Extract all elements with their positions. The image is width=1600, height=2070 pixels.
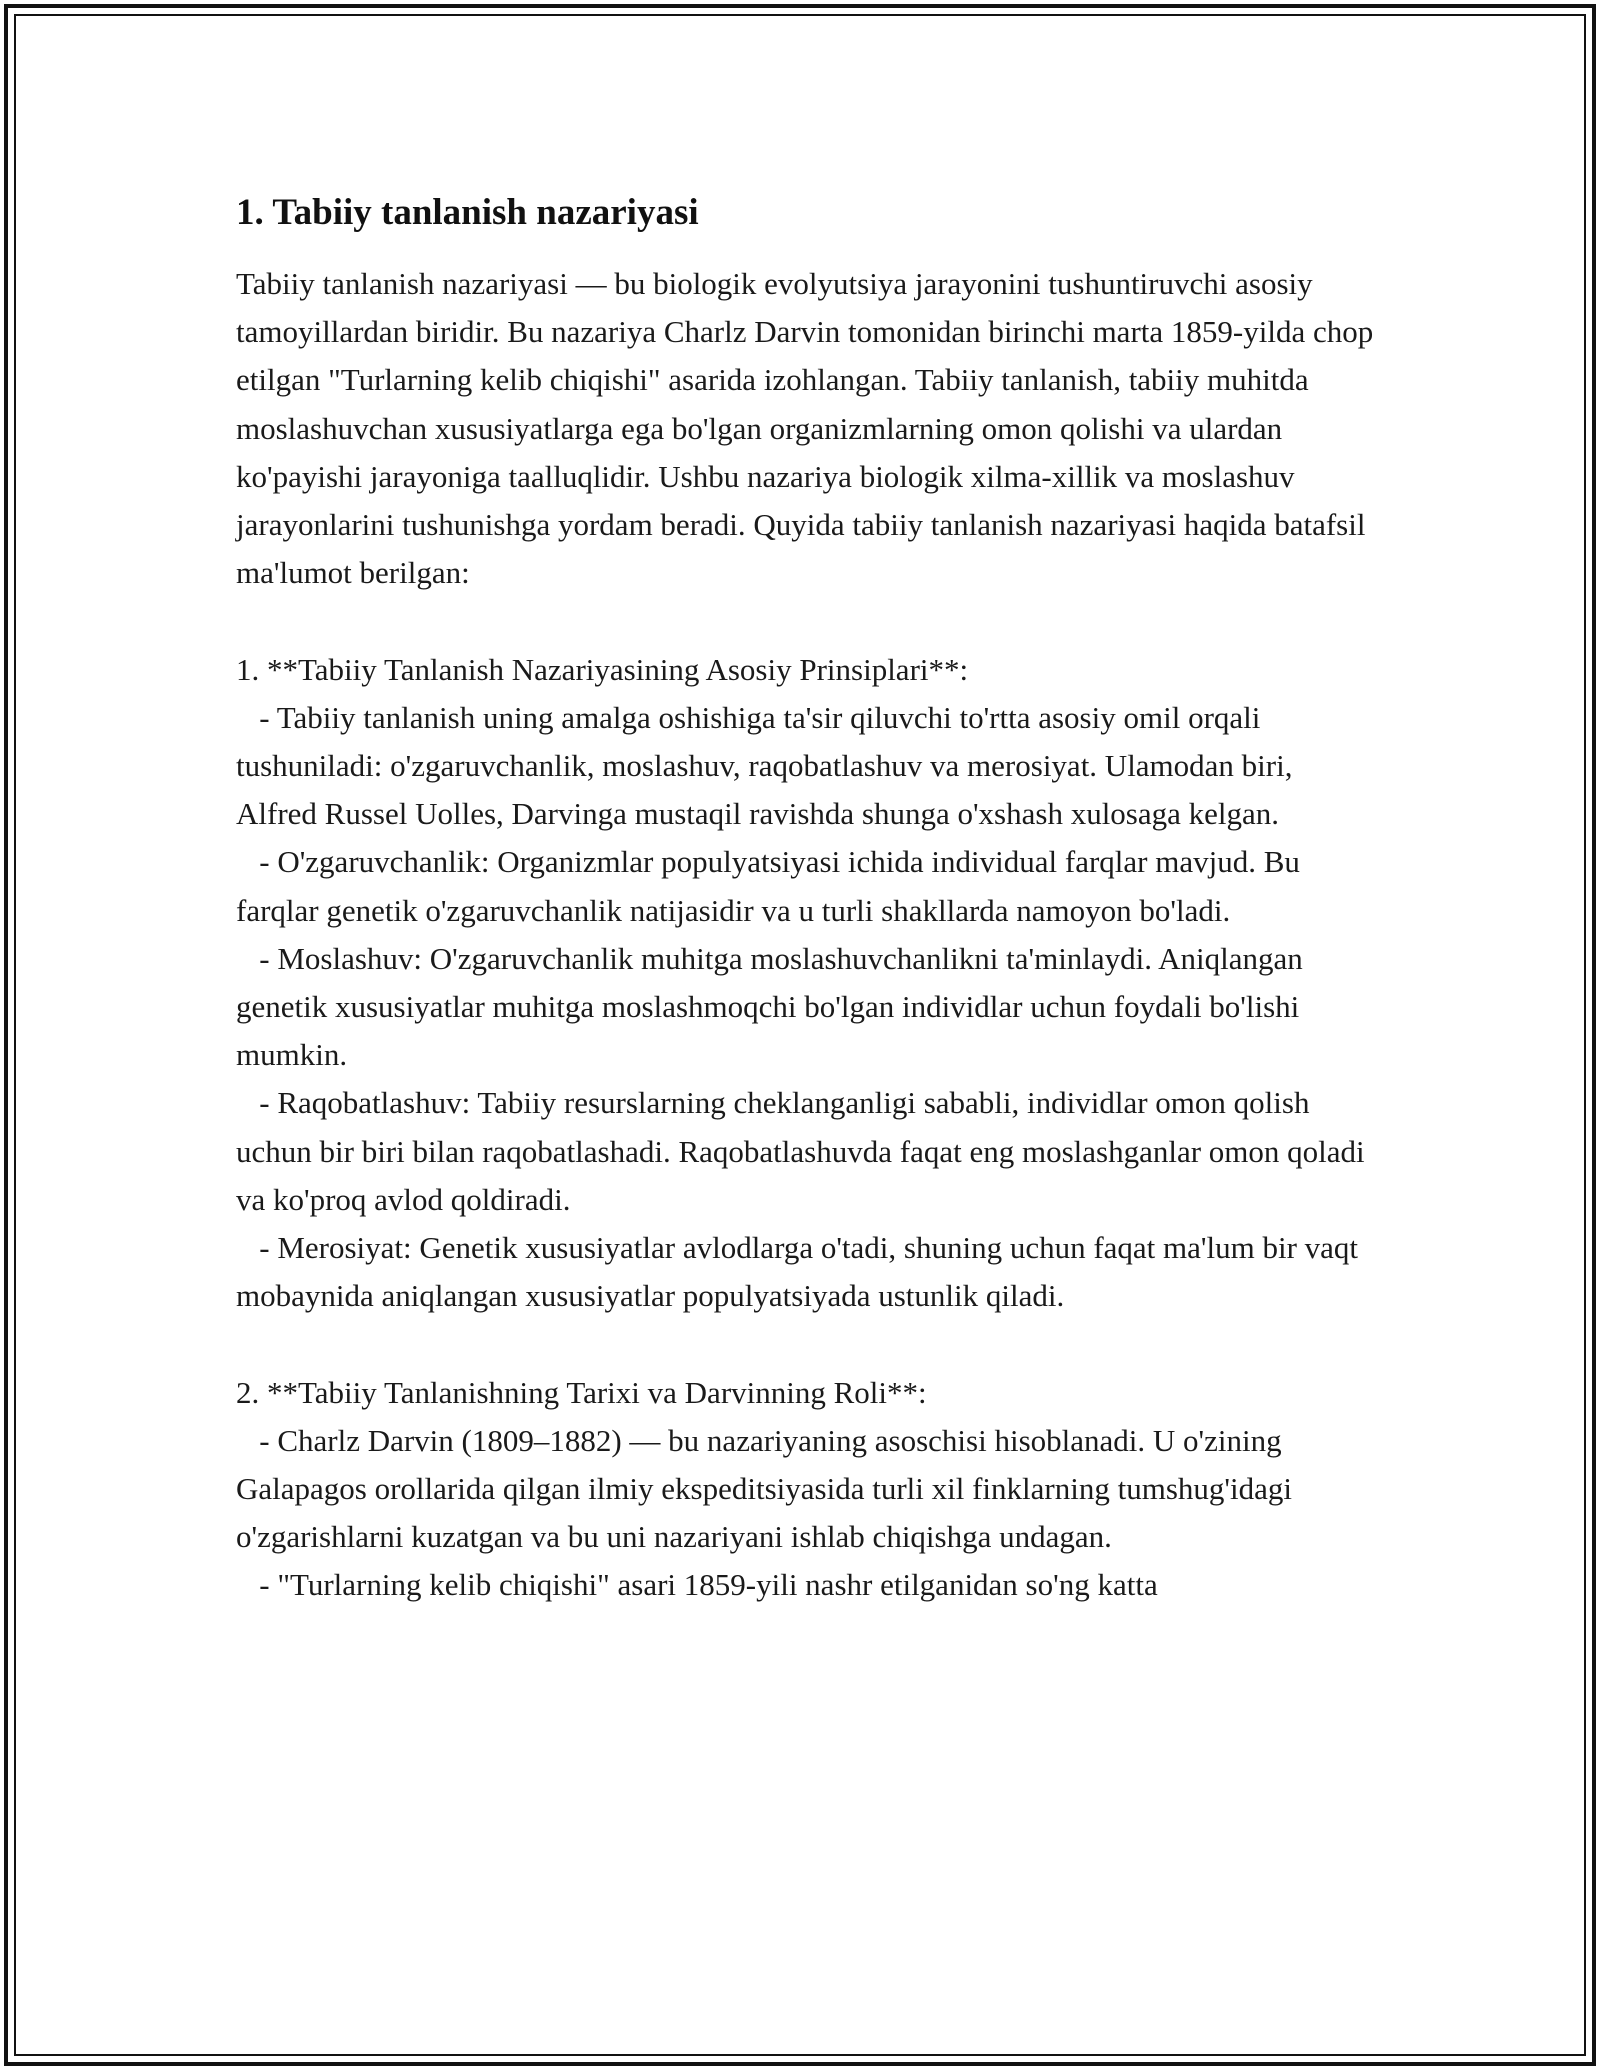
- section-heading: 1. Tabiiy tanlanish nazariyasi: [236, 192, 699, 233]
- body-text: Tabiiy tanlanish nazariyasi — bu biologik evolyutsiya jarayonini tushuntiruvchi asosiy tamoyillardan biridir. Bu nazariya Charlz Darvin tomonidan birinchi marta 1859-yilda chop etilgan "Turlarning kelib chiqishi" asarida izohlangan. Tabiiy tanlanish, tabiiy muhitda moslashuvchan xususiyatlarga ega bo'lgan organizmlarning omon qolishi va ulardan ko'payishi jarayoniga taalluqlidir. Ushbu nazariya biologik xilma-xillik va moslashuv jarayonlarini tushunishga yordam beradi. Quyida tabiiy tanlanish nazariyasi haqida batafsil ma'lumot berilgan: 1. **Tabiiy Tanlanish Nazariyasining Asosiy Prinsiplari**: - Tabiiy tanlanish uning amalga oshishiga ta'sir qiluvchi to'rtta asosiy omil orqali tushuniladi: o'zgaruvchanlik, moslashuv, raqobatlashuv va merosiyat. Ulamodan biri, Alfred Russel Uolles, Darvinga mustaqil ravishda shunga o'xshash xulosaga kelgan. - O'zgaruvchanlik: Organizmlar populyatsiyasi ichida individual farqlar mavjud. Bu farqlar genetik o'zgaruvchanlik natijasidir va u turli shakllarda namoyon bo'ladi. - Moslashuv: O'zgaruvchanlik muhitga moslashuvchanlikni ta'minlaydi. Aniqlangan genetik xususiyatlar muhitga moslashmoqchi bo'lgan individlar uchun foydali bo'lishi mumkin. - Raqobatlashuv: Tabiiy resurslarning cheklanganligi sababli, individlar omon qolish uchun bir biri bilan raqobatlashadi. Raqobatlashuvda faqat eng moslashganlar omon qoladi va ko'proq avlod qoldiradi. - Merosiyat: Genetik xususiyatlar avlodlarga o'tadi, shuning uchun faqat ma'lum bir vaqt mobaynida aniqlangan xususiyatlar populyatsiyada ustunlik qiladi. 2. **Tabiiy Tanlanishning Tarixi va Darvinning Roli**: - Charlz Darvin (1809–1882) — bu nazariyaning asoschisi hisoblanadi. U o'zining Galapagos orollarida qilgan ilmiy ekspeditsiyasida turli xil finklarning tumshug'idagi o'zgarishlarni kuzatgan va bu uni nazariyani ishlab chiqishga undagan. - "Turlarning kelib chiqishi" asari 1859-yili nashr etilganidan so'ng katta: [236, 266, 1374, 1603]
- document-content: [236, 186, 1376, 1610]
